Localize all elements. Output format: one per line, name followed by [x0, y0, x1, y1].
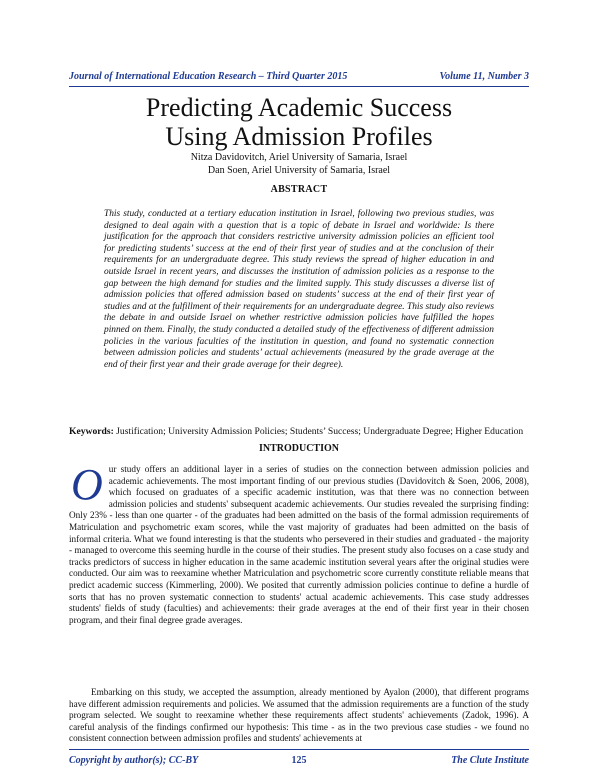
title-line-2: Using Admission Profiles: [165, 122, 433, 151]
author-2: Dan Soen, Ariel University of Samaria, Israel: [207, 164, 391, 176]
intro-paragraph-1: [69, 460, 529, 626]
drop-cap: O: [71, 460, 103, 509]
volume-number: Volume 11, Number 3: [439, 71, 529, 82]
keywords: [69, 426, 529, 438]
paper-title: [69, 93, 529, 151]
abstract-text: This study, conducted at a tertiary education institution in Israel, following two previous studies, was designed to deal again with a question that is a topic of debate in Israel and worldwide: Is there justification for the approach that considers restrictive university admission policies an efficient tool for predicting students’ success at the end of their first year of studies and at the conclusion of their requirements for an undergraduate degree. This study reviews the spread of higher education in and outside Israel in recent years, and discusses the institution of admission policies as a response to the gap between the high demand for studies and the limited supply. This study discusses a diverse list of admission policies that offered admission based on students’ success at the end of their first year of studies and at the fulfillment of their requirements for an undergraduate degree. This study also reviews the debate in and outside Israel on whether restrictive admission policies have fulfilled the hopes pinned on them. Finally, the study conducted a detailed study of the effectiveness of different admission policies in the various faculties of the institution in question, and found no systematic connection between admission policies and students’ actual achievements (measured by the grade average at the end of their first year and their grade average for their degree).: [104, 209, 494, 370]
page-footer: [69, 754, 529, 768]
page-number: 125: [291, 755, 307, 766]
footer-rule: [69, 749, 529, 750]
author-1: Nitza Davidovitch, Ariel University of Samaria, Israel: [190, 152, 408, 163]
header-rule: [69, 86, 529, 87]
title-line-1: Predicting Academic Success: [145, 93, 453, 122]
abstract-heading: ABSTRACT: [270, 184, 328, 195]
copyright-notice: Copyright by author(s); CC-BY: [69, 755, 199, 766]
intro-paragraph-1-text: ur study offers an additional layer in a series of studies on the connection between admission policies and academic achievements. The most important finding of our previous studies (Davidovitch & Soen, 2006, 2008), which focused on graduates of a specific academic institution, was that there was no connection between admission policies and students' subsequent academic achievements. Our studies revealed the surprising finding: Only 23% - less than one quarter - of the graduates had been admitted on the basis of the formal admission requirements of Matriculation and psychometric exam scores, while the vast majority of graduates had been admitted on the basis of informal criteria. What we found interesting is that the students who persevered in their studies and graduated - the majority - managed to overcome this seeming hurdle in the course of their studies. The present study also focuses on a case study and tracks predictors of success in higher education in the same academic institution several years after the original studies were conducted. Our aim was to reexamine whether Matriculation and psychometric score currently constitute reliable means that predict academic success (Kimmerling, 2000). We posited that currently admission policies continue to define a hurdle of sorts that has no proven systematic connection to students' actual academic achievements. This case study addresses students' fields of study (faculties) and achievements: their grade averages at the end of their first year in their chosen program, and their final degree grade averages.: [69, 464, 529, 625]
keywords-text: Justification; University Admission Policies; Students’ Success; Undergraduate Degree; Higher Education: [116, 426, 524, 437]
running-header: [69, 70, 529, 84]
intro-paragraph-2: Embarking on this study, we accepted the assumption, already mentioned by Ayalon (2000), that different programs have different admission requirements and policies. We assumed that the admission requirements are a function of the study program selected. We sought to reexamine whether these requirements affect students' achievements (Zadok, 1996). A careful analysis of the findings confirmed our hypothesis: This time - as in the two previous case studies - we found no consistent connection between admission profiles and students' achievements at: [69, 687, 529, 744]
keywords-label: Keywords:: [69, 426, 114, 437]
publisher-name: The Clute Institute: [451, 755, 529, 766]
journal-name: Journal of International Education Research – Third Quarter 2015: [69, 71, 348, 82]
author-list: [69, 152, 529, 177]
introduction-heading: INTRODUCTION: [258, 443, 339, 454]
